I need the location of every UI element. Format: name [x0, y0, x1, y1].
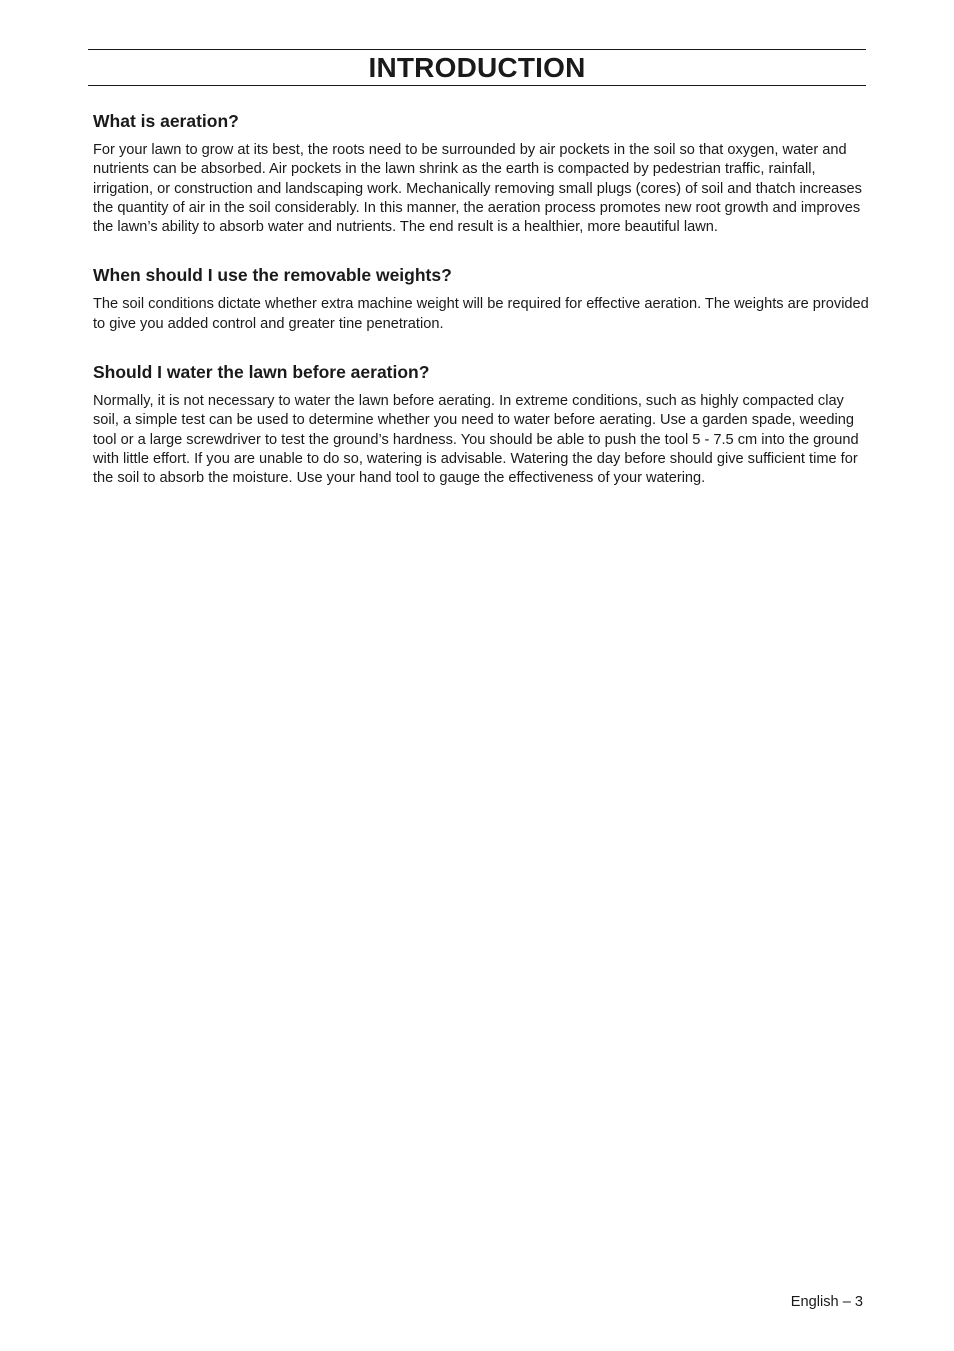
- main-content: [93, 110, 869, 516]
- section-what-is-aeration: [93, 110, 869, 237]
- page-number: English – 3: [790, 1294, 863, 1310]
- section-heading: Should I water the lawn before aeration?: [93, 362, 430, 383]
- title-band: [88, 49, 866, 86]
- section-water-before-aeration: [93, 361, 869, 488]
- section-removable-weights: [93, 264, 869, 334]
- section-paragraph: The soil conditions dictate whether extra machine weight will be required for effective aeration. The weights are provided to give you added control and greater tine penetration.: [93, 296, 869, 332]
- section-heading: What is aeration?: [93, 111, 239, 131]
- section-paragraph: For your lawn to grow at its best, the roots need to be surrounded by air pockets in the soil so that oxygen, water and nutrients can be absorbed. Air pockets in the lawn shrink as the earth is compacted by pedestrian traffic, rainfall, irrigation, or construction and landscaping work. Mechanically removing small plugs (cores) of soil and thatch increases the quantity of air in the soil considerably. In this manner, the aeration process promotes new root growth and improves the lawn’s ability to absorb water and nutrients. The end result is a healthier, more beautiful lawn.: [93, 142, 862, 236]
- section-heading: When should I use the removable weights?: [93, 265, 452, 286]
- page-title: INTRODUCTION: [368, 52, 586, 83]
- section-paragraph: Normally, it is not necessary to water the lawn before aerating. In extreme conditions, such as highly compacted clay soil, a simple test can be used to determine whether you need to water before aerating. Use a garden spade, weeding tool or a large screwdriver to test the ground’s hardness. You should be able to push the tool 5 - 7.5 cm into the ground with little effort. If you are unable to do so, watering is advisable. Watering the day before should give sufficient time for the soil to absorb the moisture. Use your hand tool to gauge the effectiveness of your watering.: [93, 393, 859, 487]
